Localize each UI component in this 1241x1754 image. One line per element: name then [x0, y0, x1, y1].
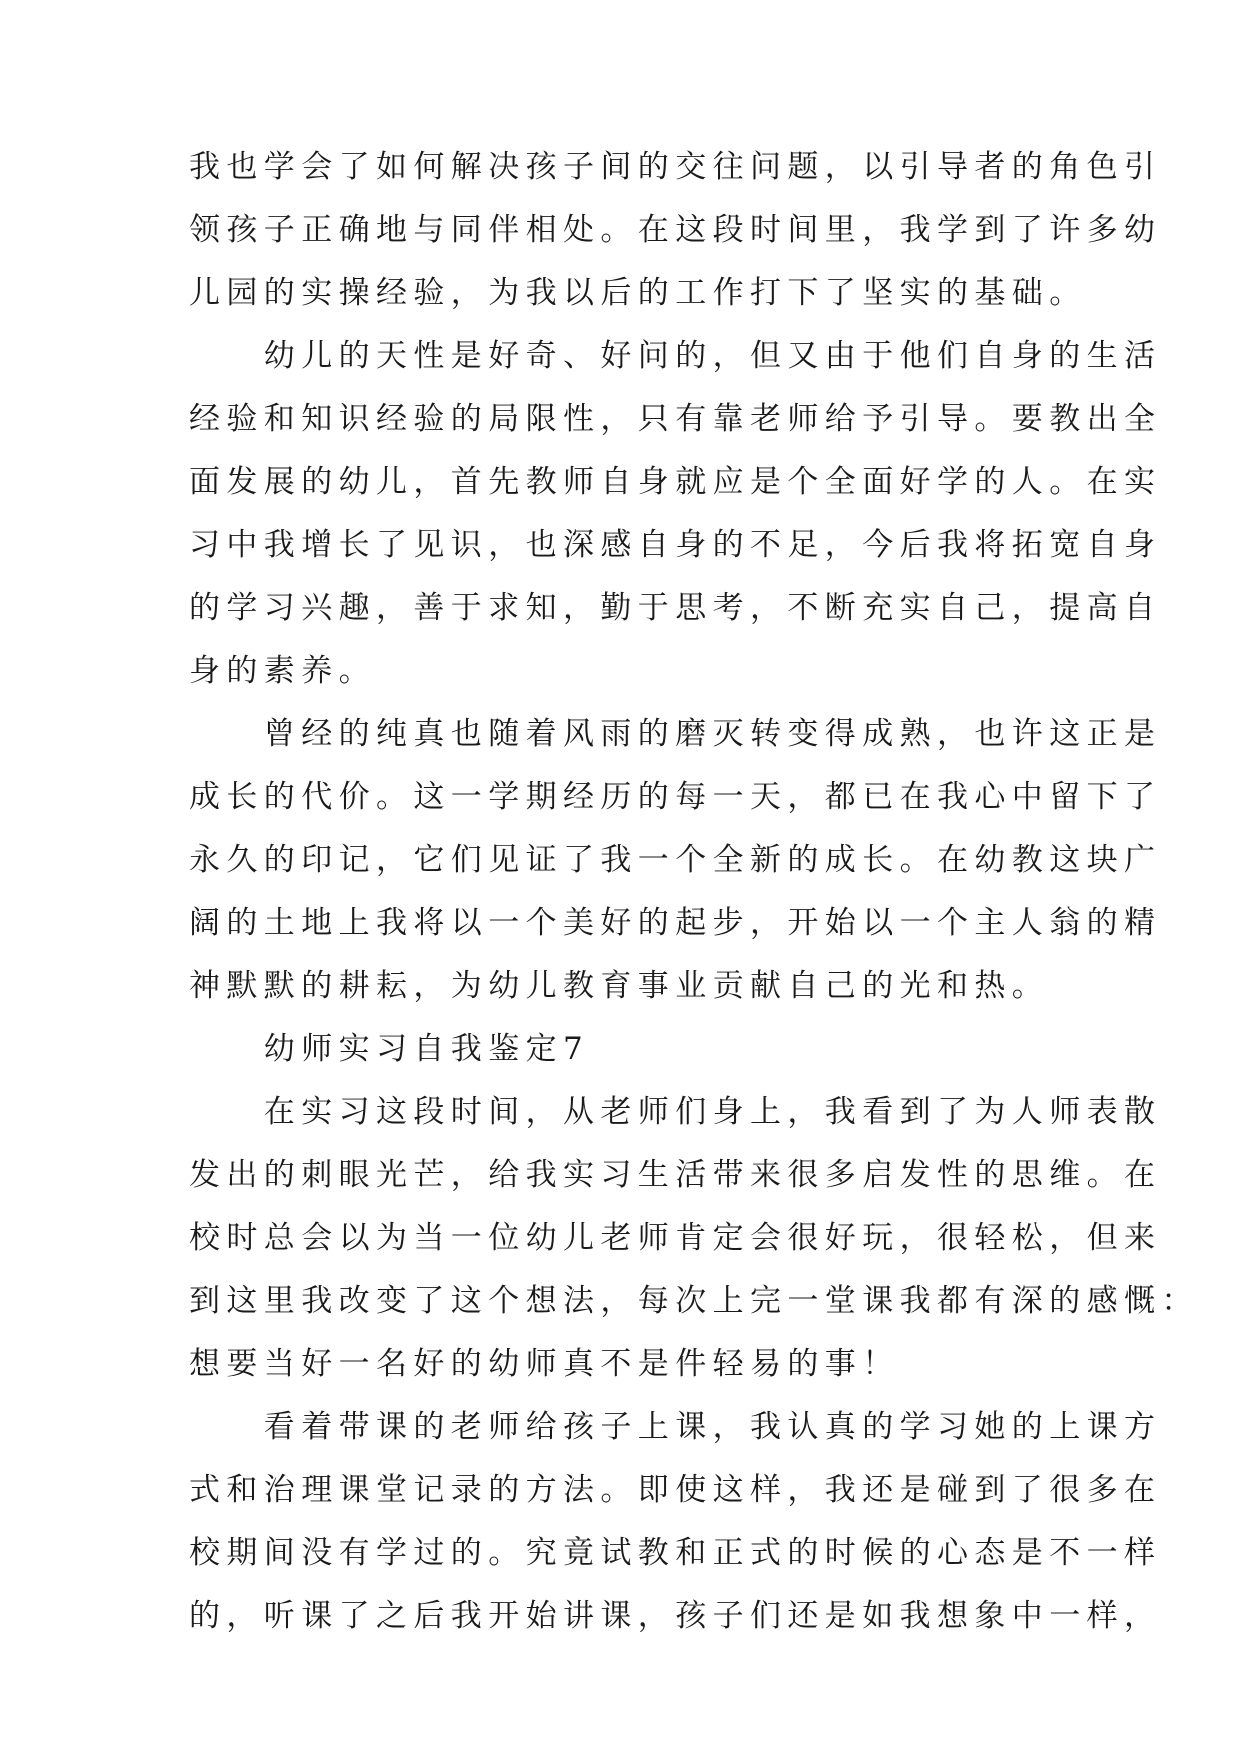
- paragraph-start-line: 幼儿的天性是好奇、好问的，但又由于他们自身的生活: [189, 338, 1162, 374]
- section-heading: 幼师实习自我鉴定7: [189, 1031, 590, 1067]
- text-line: 儿园的实操经验，为我以后的工作打下了坚实的基础。: [189, 275, 1087, 311]
- text-line: 式和治理课堂记录的方法。即使这样，我还是碰到了很多在: [189, 1472, 1162, 1508]
- text-line: 成长的代价。这一学期经历的每一天，都已在我心中留下了: [189, 779, 1162, 815]
- text-line: 的学习兴趣，善于求知，勤于思考，不断充实自己，提高自: [189, 590, 1162, 626]
- text-line: 到这里我改变了这个想法，每次上完一堂课我都有深的感慨：: [189, 1283, 1199, 1319]
- paragraph-start-line: 在实习这段时间，从老师们身上，我看到了为人师表散: [189, 1094, 1162, 1130]
- text-line: 身的素养。: [189, 653, 376, 689]
- text-line: 领孩子正确地与同伴相处。在这段时间里，我学到了许多幼: [189, 212, 1162, 248]
- text-line: 永久的印记，它们见证了我一个全新的成长。在幼教这块广: [189, 842, 1162, 878]
- text-line: 经验和知识经验的局限性，只有靠老师给予引导。要教出全: [189, 401, 1162, 437]
- text-line: 发出的刺眼光芒，给我实习生活带来很多启发性的思维。在: [189, 1157, 1162, 1193]
- text-line: 阔的土地上我将以一个美好的起步，开始以一个主人翁的精: [189, 905, 1162, 941]
- text-line: 我也学会了如何解决孩子间的交往问题，以引导者的角色引: [189, 149, 1162, 185]
- text-line: 想要当好一名好的幼师真不是件轻易的事！: [189, 1346, 900, 1382]
- text-line: 习中我增长了见识，也深感自身的不足，今后我将拓宽自身: [189, 527, 1162, 563]
- text-line: 的，听课了之后我开始讲课，孩子们还是如我想象中一样，: [189, 1598, 1162, 1634]
- paragraph-start-line: 曾经的纯真也随着风雨的磨灭转变得成熟，也许这正是: [189, 716, 1162, 752]
- paragraph-start-line: 看着带课的老师给孩子上课，我认真的学习她的上课方: [189, 1409, 1162, 1445]
- text-line: 神默默的耕耘，为幼儿教育事业贡献自己的光和热。: [189, 968, 1050, 1004]
- text-line: 校期间没有学过的。究竟试教和正式的时候的心态是不一样: [189, 1535, 1162, 1571]
- text-line: 校时总会以为当一位幼儿老师肯定会很好玩，很轻松，但来: [189, 1220, 1162, 1256]
- text-line: 面发展的幼儿，首先教师自身就应是个全面好学的人。在实: [189, 464, 1162, 500]
